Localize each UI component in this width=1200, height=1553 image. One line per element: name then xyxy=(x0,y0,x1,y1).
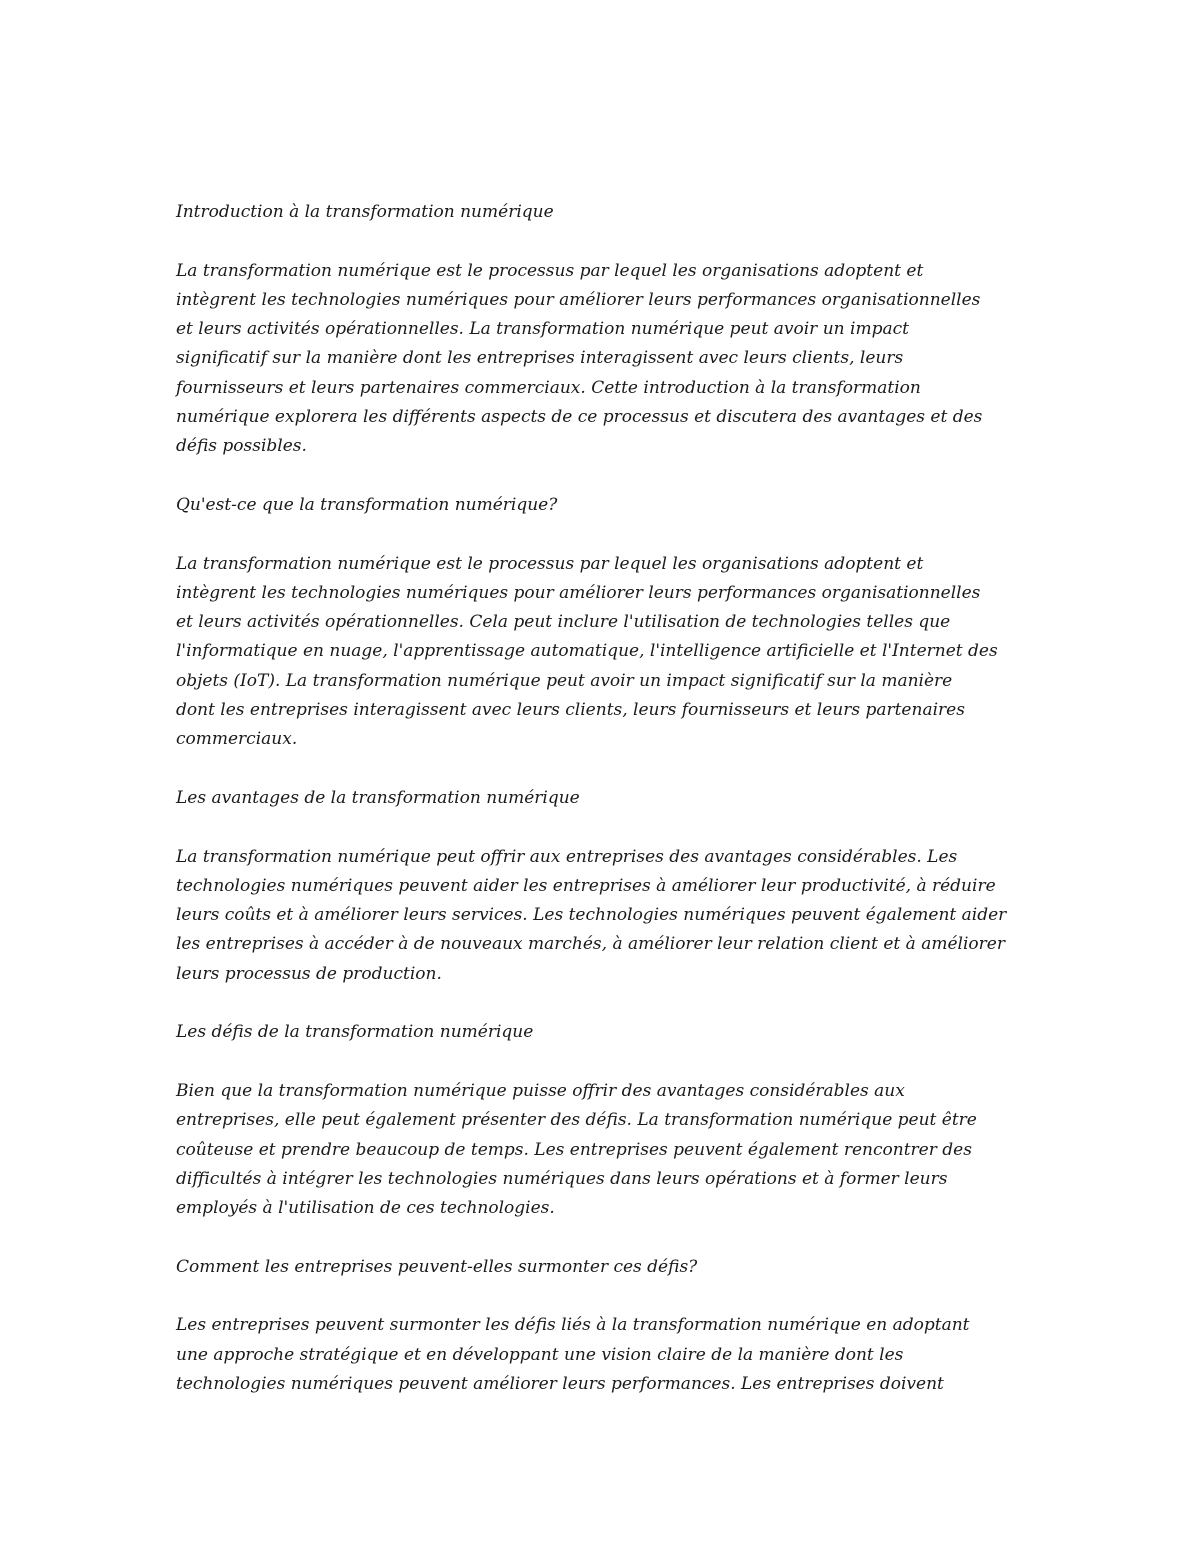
section-heading-advantages: Les avantages de la transformation numérique xyxy=(176,787,580,808)
section-heading-overcoming: Comment les entreprises peuvent-elles surmonter ces défis? xyxy=(176,1256,698,1277)
document-body xyxy=(176,198,1036,1399)
text-line: La transformation numérique est le processus par lequel les organisations adoptent et xyxy=(176,260,924,281)
section-heading-definition: Qu'est-ce que la transformation numérique? xyxy=(176,494,558,515)
text-line: coûteuse et prendre beaucoup de temps. Les entreprises peuvent également rencontrer des xyxy=(176,1139,972,1160)
text-line: La transformation numérique peut offrir aux entreprises des avantages considérables. Les xyxy=(176,846,958,867)
text-line: une approche stratégique et en développant une vision claire de la manière dont les xyxy=(176,1344,904,1365)
section-heading-challenges: Les défis de la transformation numérique xyxy=(176,1022,534,1043)
text-line: difficultés à intégrer les technologies numériques dans leurs opérations et à former leurs xyxy=(176,1168,948,1189)
text-line: technologies numériques peuvent améliorer leurs performances. Les entreprises doivent xyxy=(176,1373,944,1394)
text-line: intègrent les technologies numériques pour améliorer leurs performances organisationnelles xyxy=(176,289,981,310)
text-line: et leurs activités opérationnelles. Cela peut inclure l'utilisation de technologies telles que xyxy=(176,612,951,633)
text-line: défis possibles. xyxy=(176,436,307,457)
text-line: employés à l'utilisation de ces technologies. xyxy=(176,1198,555,1219)
text-line: et leurs activités opérationnelles. La transformation numérique peut avoir un impact xyxy=(176,319,909,340)
section-heading-introduction: Introduction à la transformation numérique xyxy=(176,202,554,222)
text-line: objets (IoT). La transformation numérique peut avoir un impact significatif sur la manière xyxy=(176,670,953,691)
text-line: entreprises, elle peut également présenter des défis. La transformation numérique peut être xyxy=(176,1110,977,1131)
text-line: commerciaux. xyxy=(176,729,298,750)
text-line: dont les entreprises interagissent avec leurs clients, leurs fournisseurs et leurs partenaires xyxy=(176,700,965,721)
text-line: Bien que la transformation numérique puisse offrir des avantages considérables aux xyxy=(176,1080,905,1101)
text-line: technologies numériques peuvent aider les entreprises à améliorer leur productivité, à réduire xyxy=(176,875,996,896)
text-line: fournisseurs et leurs partenaires commerciaux. Cette introduction à la transformation xyxy=(176,377,921,398)
text-line: significatif sur la manière dont les entreprises interagissent avec leurs clients, leurs xyxy=(176,348,904,369)
paragraph-overcoming xyxy=(176,1311,1036,1399)
text-line: les entreprises à accéder à de nouveaux marchés, à améliorer leur relation client et à améliorer xyxy=(176,934,1005,955)
paragraph-advantages xyxy=(176,843,1036,989)
text-line: numérique explorera les différents aspects de ce processus et discutera des avantages et des xyxy=(176,407,983,428)
paragraph-challenges xyxy=(176,1077,1036,1223)
paragraph-introduction xyxy=(176,257,1036,462)
text-line: intègrent les technologies numériques pour améliorer leurs performances organisationnelles xyxy=(176,582,981,603)
paragraph-definition xyxy=(176,550,1036,755)
text-line: La transformation numérique est le processus par lequel les organisations adoptent et xyxy=(176,553,924,574)
text-line: l'informatique en nuage, l'apprentissage automatique, l'intelligence artificielle et l'Internet des xyxy=(176,641,998,662)
text-line: Les entreprises peuvent surmonter les défis liés à la transformation numérique en adoptant xyxy=(176,1315,970,1336)
text-line: leurs coûts et à améliorer leurs services. Les technologies numériques peuvent également aider xyxy=(176,905,1007,926)
text-line: leurs processus de production. xyxy=(176,963,442,984)
